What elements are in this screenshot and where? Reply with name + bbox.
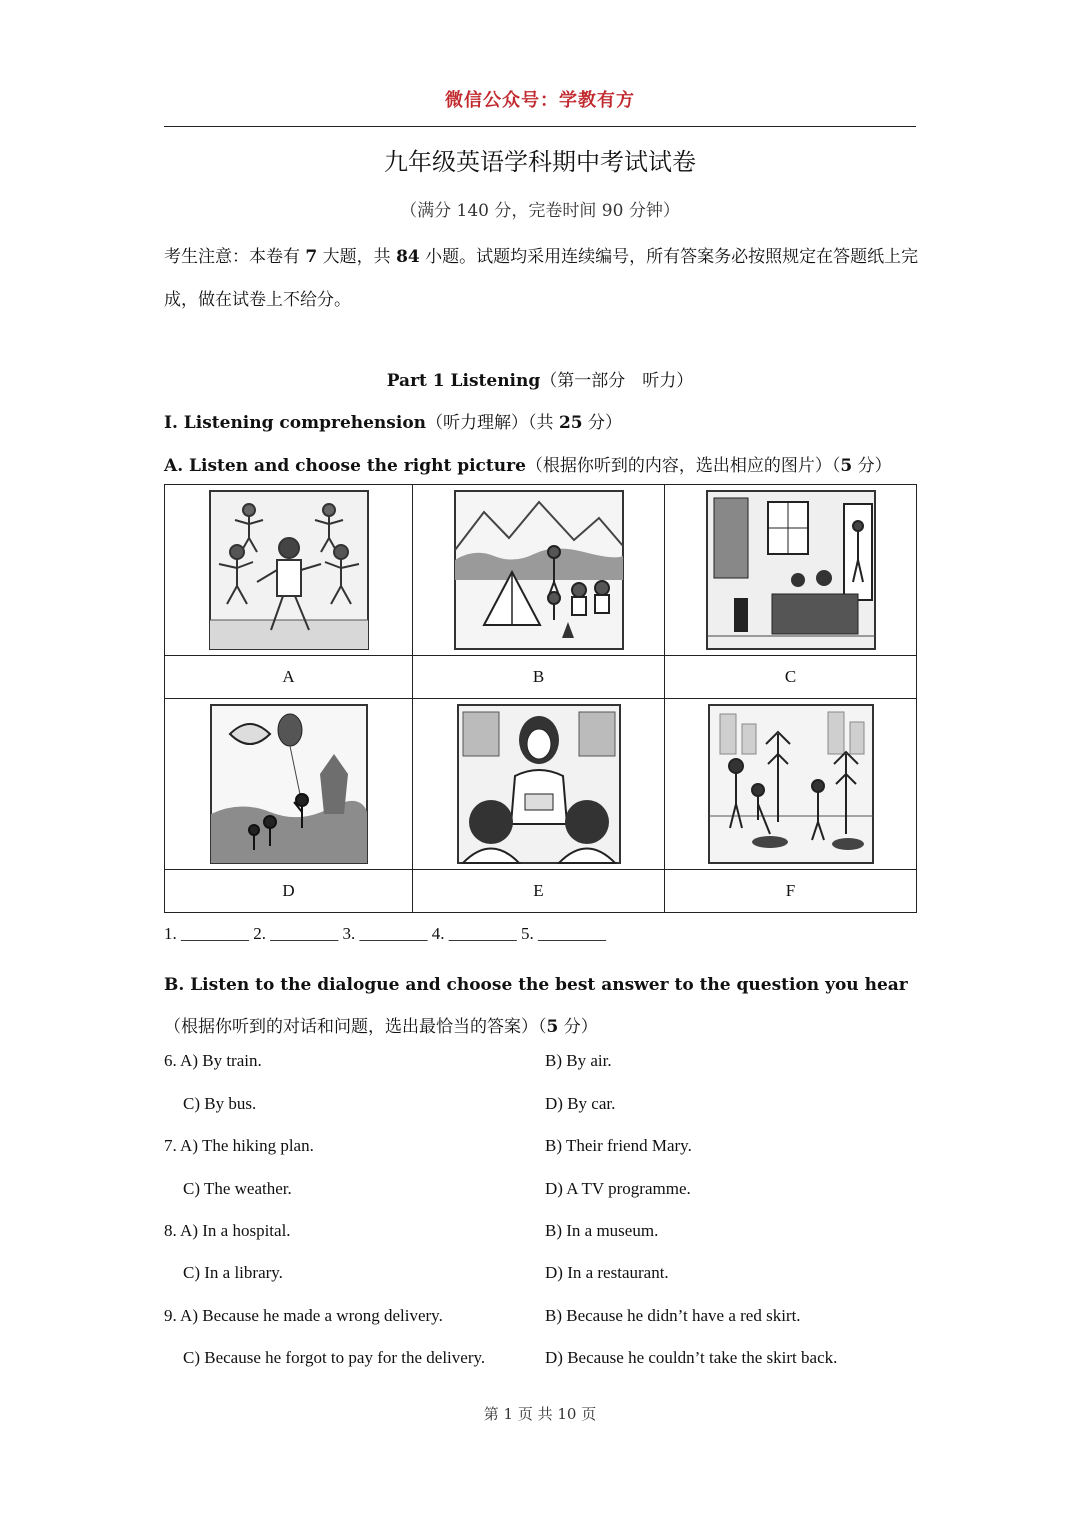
notice-question-count: 84 (396, 247, 420, 267)
q7-option-d: D) A TV programme. (545, 1179, 691, 1198)
sectionA-title-en: A. Listen and choose the right picture (164, 456, 526, 476)
picture-cell-b (413, 485, 665, 656)
picture-row-2 (165, 699, 917, 870)
picture-label-row-2 (165, 870, 917, 913)
section1-title-cn-b: 分） (582, 413, 623, 433)
notice-text-3: 小题。试题均采用连续编号，所有答案务必按照规定在答题纸上完成，做在试卷上不给分。 (164, 247, 919, 310)
sectionA-title-cn-a: （根据你听到的内容，选出相应的图片）（ (525, 456, 841, 476)
sectionB-title-cn-a: （根据你听到的对话和问题，选出最恰当的答案）（ (164, 1017, 547, 1037)
sectionB-title (164, 964, 924, 1048)
tai-chi-group-picture (209, 490, 369, 650)
q9-option-d: D) Because he couldn’t take the skirt back. (545, 1348, 838, 1367)
wechat-watermark: 微信公众号：学教有方 (445, 90, 635, 111)
sectionB-title-en: B. Listen to the dialogue and choose the best answer to the question you hear (164, 975, 908, 995)
camping-tent-picture (454, 490, 624, 650)
picture-label-f: F (665, 870, 917, 913)
picture-label-d: D (165, 870, 413, 913)
answer-blanks: 1. ________ 2. ________ 3. ________ 4. ________ 5. ________ (164, 924, 606, 943)
picture-row-1 (165, 485, 917, 656)
notice-section-count: 7 (305, 247, 318, 267)
q8-option-a: 8. A) In a hospital. (164, 1221, 291, 1240)
q9-option-b: B) Because he didn’t have a red skirt. (545, 1306, 801, 1325)
q7-option-a: 7. A) The hiking plan. (164, 1136, 314, 1155)
exam-title: 九年级英语学科期中考试试卷 (384, 148, 696, 176)
picture-cell-c (665, 485, 917, 656)
picture-label-e: E (413, 870, 665, 913)
exam-subtitle: （满分 140 分，完卷时间 90 分钟） (400, 201, 680, 221)
picture-cell-f (665, 699, 917, 870)
notice-text-1: 考生注意：本卷有 (164, 247, 306, 267)
q7-option-b: B) Their friend Mary. (545, 1136, 692, 1155)
q6-option-c: C) By bus. (183, 1094, 257, 1113)
exam-notice (164, 236, 920, 322)
sectionB-points: 5 (546, 1017, 559, 1037)
header-rule (164, 126, 916, 127)
picture-label-b: B (413, 656, 665, 699)
section1-title (164, 408, 924, 433)
part1-title (0, 366, 1080, 391)
picture-cell-e (413, 699, 665, 870)
q9-option-c: C) Because he forgot to pay for the delivery. (183, 1348, 486, 1367)
q9-option-a: 9. A) Because he made a wrong delivery. (164, 1306, 443, 1325)
part1-title-cn: （第一部分 听力） (540, 371, 694, 391)
living-room-family-picture (706, 490, 876, 650)
q6-option-d: D) By car. (545, 1094, 616, 1113)
sectionB-title-cn-b: 分） (558, 1017, 598, 1037)
q8-option-c: C) In a library. (183, 1263, 283, 1282)
tree-planting-picture (708, 704, 874, 864)
picture-label-a: A (165, 656, 413, 699)
picture-cell-a (165, 485, 413, 656)
page-footer: 第 1 页 共 10 页 (483, 1405, 597, 1423)
kite-flying-picture (210, 704, 368, 864)
picture-label-row-1 (165, 656, 917, 699)
q8-option-d: D) In a restaurant. (545, 1263, 669, 1282)
sectionA-title-cn-b: 分） (852, 456, 892, 476)
part1-title-en: Part 1 Listening (386, 371, 541, 391)
section1-title-cn-a: （听力理解）（共 (426, 413, 559, 433)
section1-title-en: I. Listening comprehension (164, 413, 427, 433)
sectionA-title (164, 451, 924, 476)
section1-points: 25 (558, 413, 583, 433)
q6-option-a: 6. A) By train. (164, 1051, 262, 1070)
q8-option-b: B) In a museum. (545, 1221, 659, 1240)
q7-option-c: C) The weather. (183, 1179, 292, 1198)
picture-label-c: C (665, 656, 917, 699)
picture-cell-d (165, 699, 413, 870)
picture-table (164, 484, 917, 913)
sectionA-points: 5 (840, 456, 853, 476)
q6-option-b: B) By air. (545, 1051, 612, 1070)
girl-with-students-picture (457, 704, 621, 864)
notice-text-2: 大题，共 (317, 247, 397, 267)
